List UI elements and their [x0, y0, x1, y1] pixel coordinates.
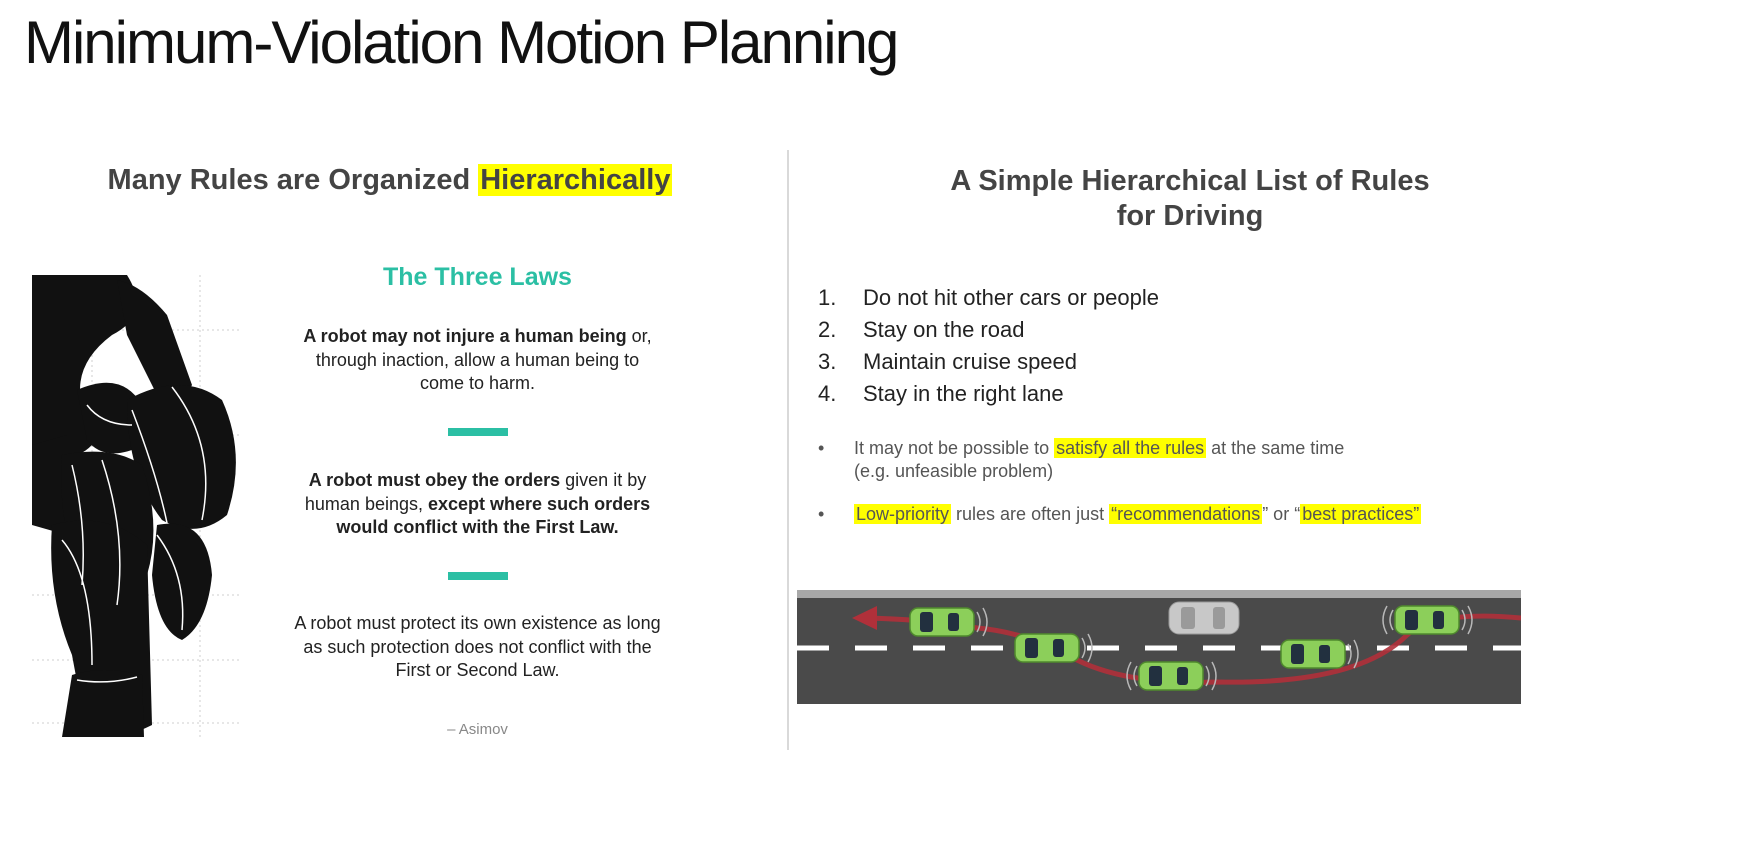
first-law-line2: through inaction, allow a human being to	[315, 349, 640, 370]
asimov-attribution: – Asimov	[447, 721, 508, 738]
rule-text: Maintain cruise speed	[863, 349, 1078, 374]
law-separator	[448, 572, 508, 580]
right-heading-line1: A Simple Hierarchical List of Rules	[950, 165, 1430, 197]
car-green-icon	[1395, 606, 1459, 634]
rule-item	[818, 317, 1159, 349]
bullet2-highlight-low-priority: Low-priority	[856, 504, 950, 524]
car-green-icon	[910, 608, 974, 636]
third-law-line1: A robot must protect its own existence as long	[294, 613, 661, 633]
first-law-line3: come to harm.	[419, 373, 536, 393]
second-law	[270, 469, 685, 540]
rule-item	[818, 349, 1159, 381]
bullet1-line2: (e.g. unfeasible problem)	[854, 461, 1054, 481]
third-law	[270, 612, 685, 683]
bullet-dot: •	[818, 438, 825, 458]
first-law	[270, 325, 685, 396]
rule-number: 4.	[818, 381, 837, 406]
third-law-line3: First or Second Law.	[395, 660, 560, 680]
second-law-bold3: would conflict with the First Law.	[336, 517, 619, 537]
first-law-bold: A robot may not injure a human being	[303, 326, 627, 346]
robot-illustration	[32, 275, 242, 737]
second-law-bold: A robot must obey the orders	[308, 470, 561, 490]
car-gray-icon	[1169, 602, 1239, 634]
second-law-text2: human beings,	[304, 493, 428, 514]
right-heading-line2: for Driving	[1116, 200, 1264, 232]
slide-title: Minimum-Violation Motion Planning	[24, 9, 898, 76]
first-law-text: or,	[626, 326, 652, 346]
rule-text: Stay on the road	[863, 317, 1025, 342]
law-separator	[448, 428, 508, 436]
car-green-icon	[1015, 634, 1079, 662]
rule-item	[818, 285, 1159, 317]
bullet2-highlight-best-practices: best practices”	[1302, 504, 1420, 524]
road-illustration	[797, 590, 1521, 704]
car-green-icon	[1281, 640, 1345, 668]
rule-item	[818, 381, 1159, 413]
bullet2-text: rules are often just	[951, 504, 1110, 524]
third-law-line2: as such protection does not conflict with the	[303, 636, 652, 657]
three-laws-title: The Three Laws	[383, 263, 572, 291]
bullet2-text-mid: ” or “	[1262, 504, 1301, 524]
left-heading-text: Many Rules are Organized	[107, 164, 479, 196]
bullet-dot: •	[818, 504, 825, 524]
rule-number: 2.	[818, 317, 837, 342]
right-heading	[830, 164, 1550, 234]
car-green-icon	[1139, 662, 1203, 690]
rule-number: 1.	[818, 285, 837, 310]
driving-rules-list	[818, 285, 1159, 413]
second-law-bold2: except where such orders	[428, 493, 651, 514]
bullet1-text: It may not be possible to	[854, 438, 1055, 458]
left-heading	[70, 164, 710, 197]
rule-text: Stay in the right lane	[863, 381, 1064, 406]
bullet2-highlight-recommendations: “recommendations	[1111, 504, 1261, 524]
column-divider	[787, 150, 789, 750]
rule-number: 3.	[818, 349, 837, 374]
rule-text: Do not hit other cars or people	[863, 285, 1159, 310]
left-heading-highlight: Hierarchically	[480, 164, 671, 196]
second-law-text: given it by	[560, 470, 647, 490]
bullet1-highlight: satisfy all the rules	[1056, 438, 1205, 458]
bullet1-text-end: at the same time	[1206, 438, 1345, 458]
road-curb	[797, 590, 1521, 598]
